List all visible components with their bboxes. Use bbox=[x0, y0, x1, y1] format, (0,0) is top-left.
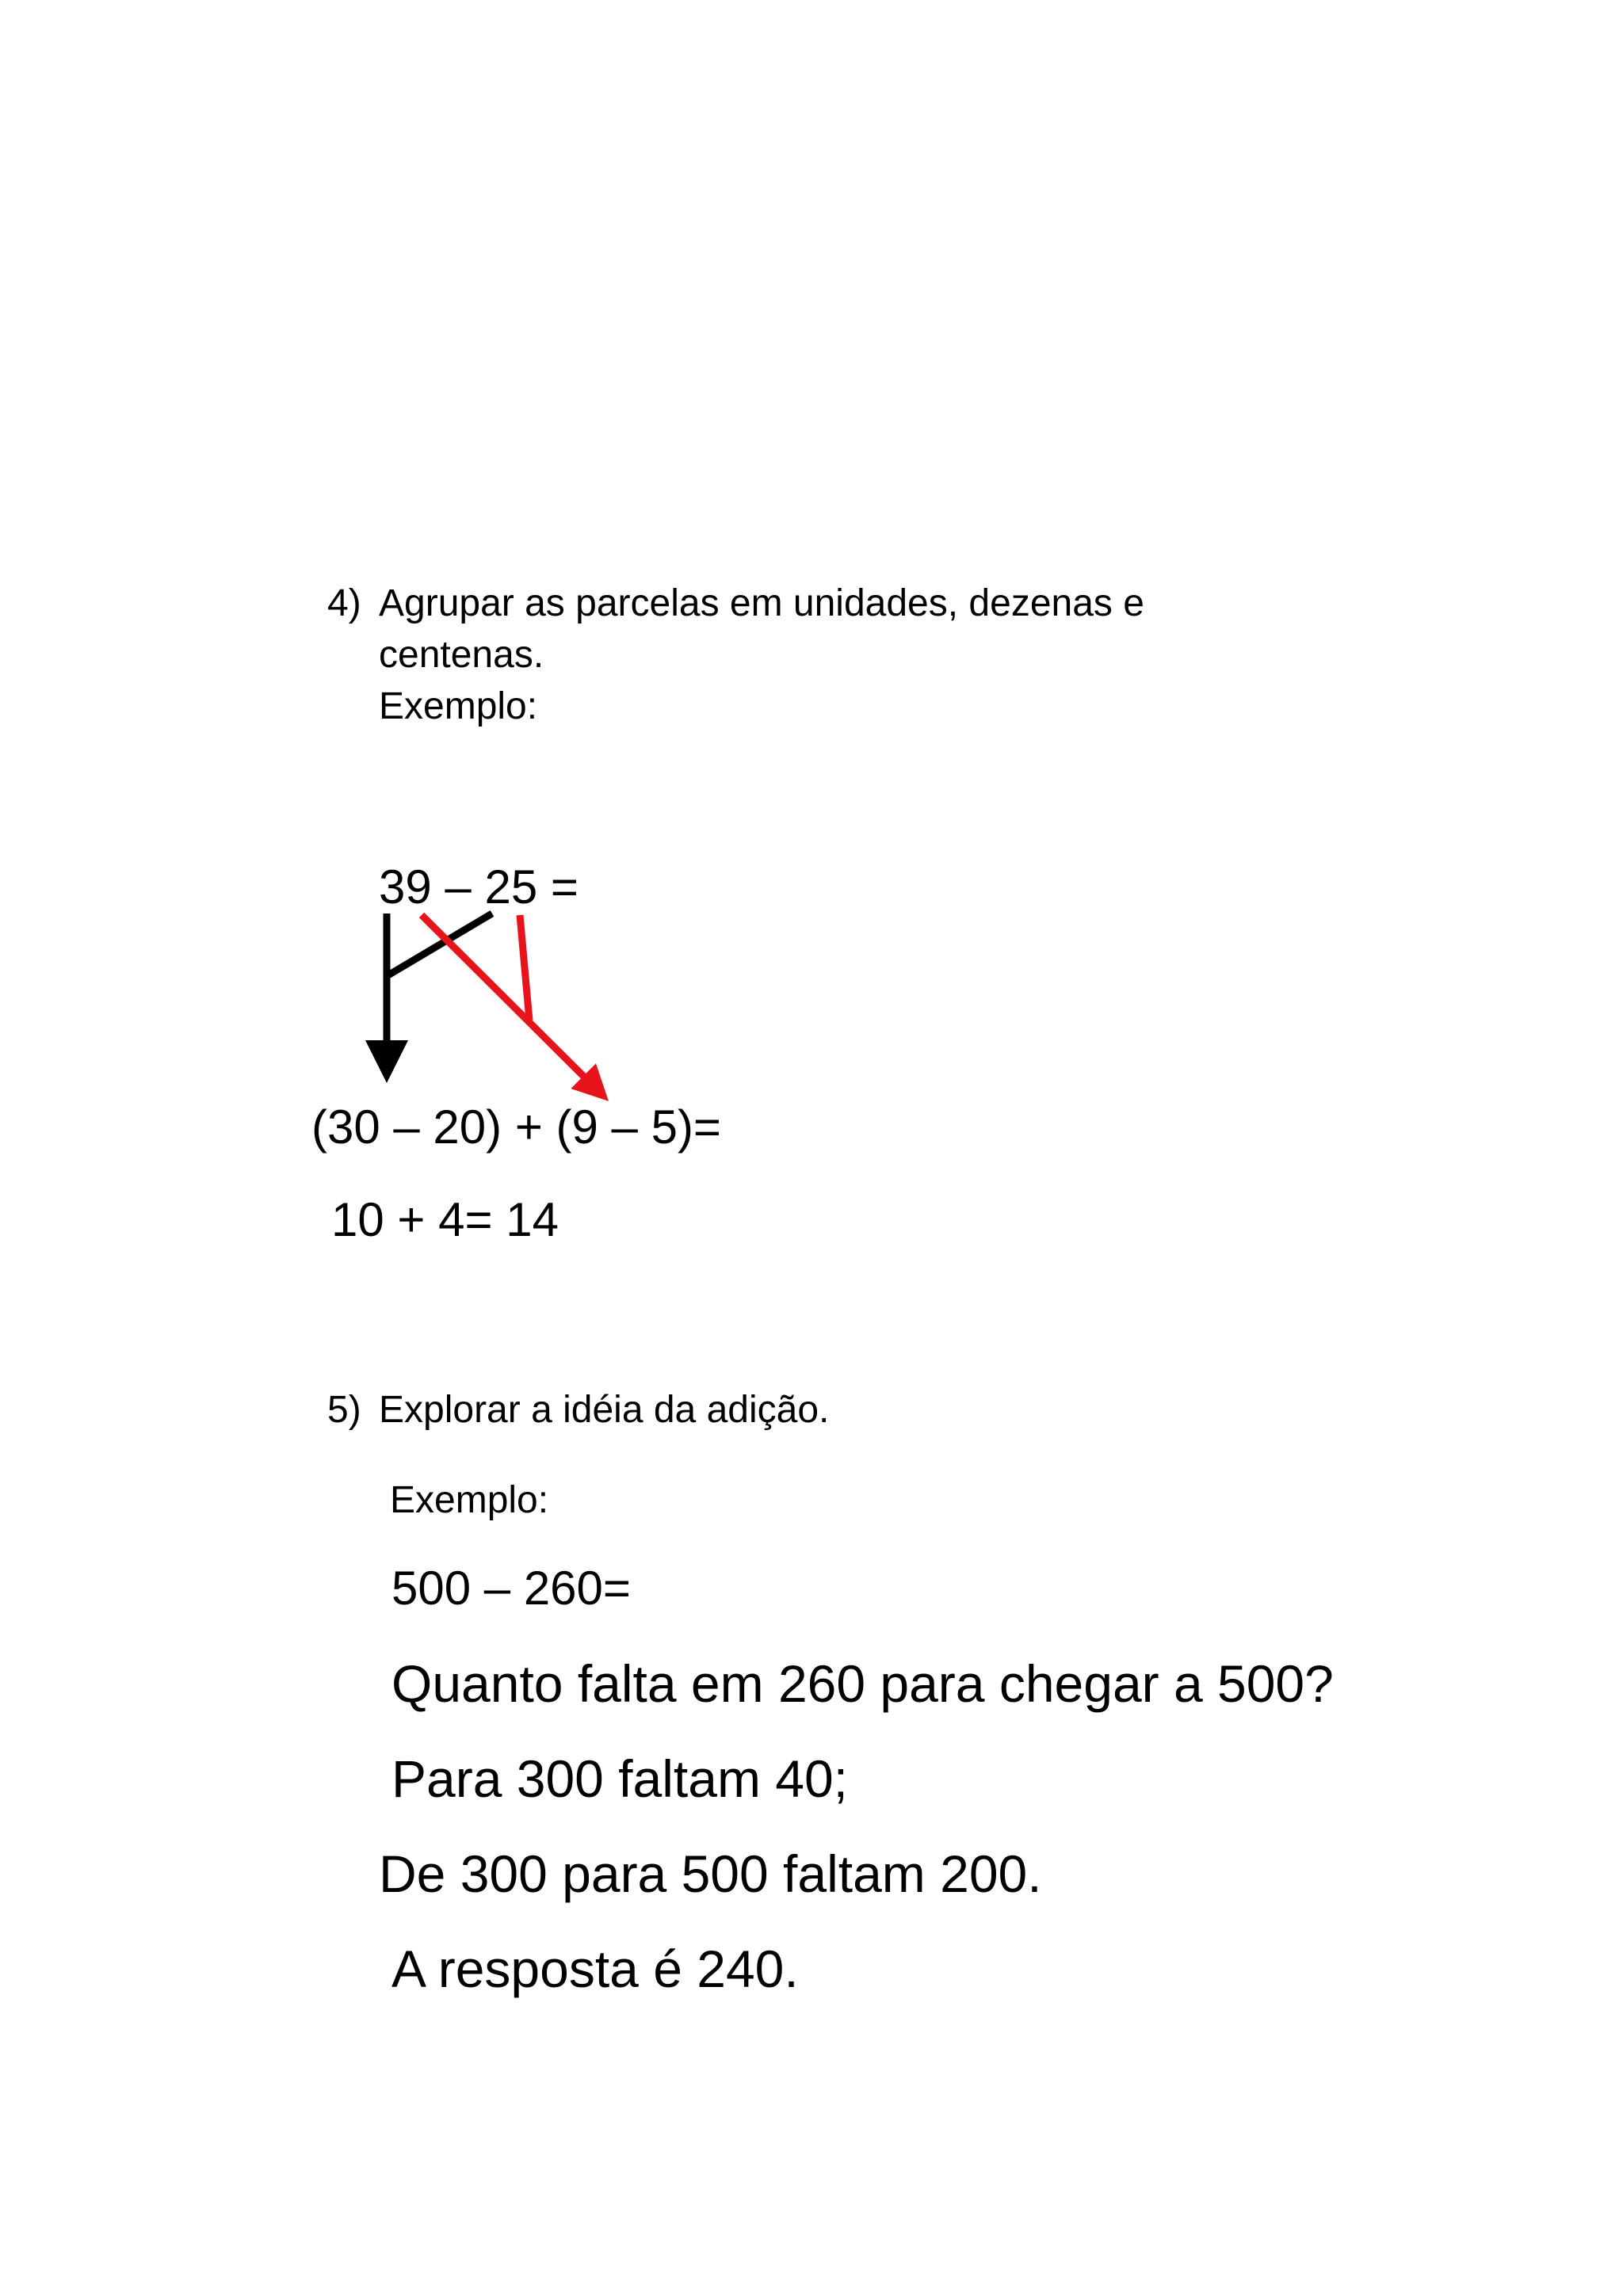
addition-idea-answer: A resposta é 240. bbox=[391, 1939, 799, 1998]
addition-idea-step-2: De 300 para 500 faltam 200. bbox=[379, 1844, 1042, 1903]
grouping-result: 10 + 4= 14 bbox=[331, 1193, 559, 1246]
grouped-expression: (30 – 20) + (9 – 5)= bbox=[311, 1100, 721, 1154]
addition-idea-question: Quanto falta em 260 para chegar a 500? bbox=[391, 1654, 1334, 1713]
item-5-example-label: Exemplo: bbox=[390, 1479, 549, 1521]
units-grouping-arrow bbox=[422, 915, 596, 1089]
addition-idea-expression: 500 – 260= bbox=[391, 1562, 631, 1615]
item-4-text-line2: centenas. bbox=[379, 634, 544, 676]
subtraction-expression: 39 – 25 = bbox=[379, 860, 579, 913]
item-4-text-line1: Agrupar as parcelas em unidades, dezenas e bbox=[379, 582, 1144, 624]
tens-grouping-arrow bbox=[387, 913, 492, 1062]
addition-idea-step-1: Para 300 faltam 40; bbox=[391, 1749, 849, 1808]
item-number-5: 5) bbox=[327, 1389, 361, 1431]
item-5-title: Explorar a idéia da adição. bbox=[379, 1389, 830, 1431]
item-4-example-label: Exemplo: bbox=[379, 685, 538, 727]
item-number-4: 4) bbox=[327, 582, 361, 624]
